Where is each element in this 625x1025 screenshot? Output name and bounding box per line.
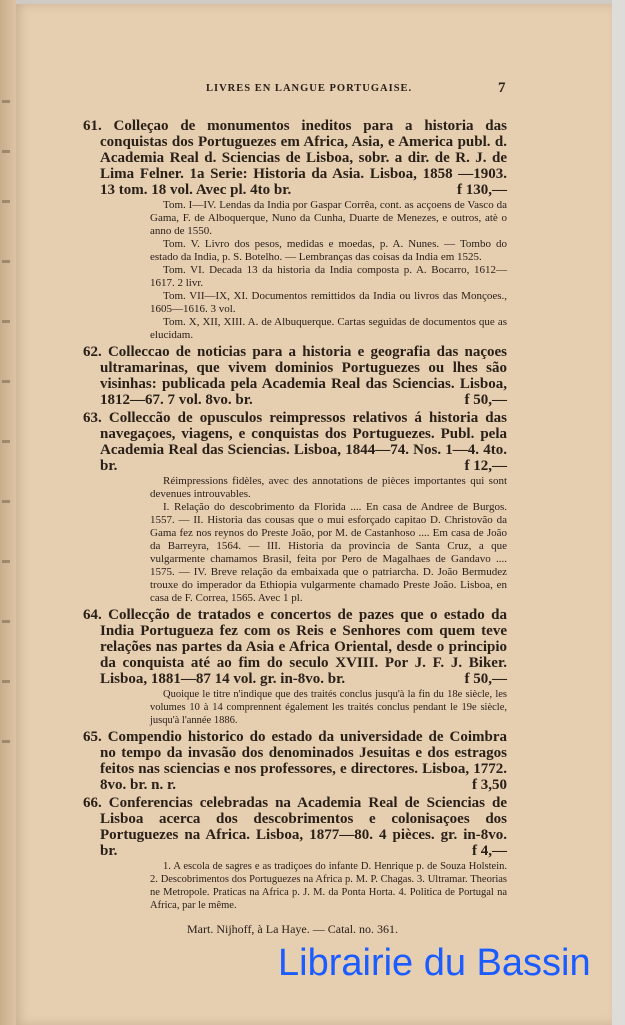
note: Tom. VII—IX, XI. Documentos remittidos da India ou livros das Monçoes., 1605—1616. 3 vol.: [150, 290, 507, 315]
catalog-content: [83, 0, 591, 1025]
note: I. Relação do descobrimento da Florida .... En casa de Andree de Burgos. 1557. — II. Historia das cousas que o mui esforçado capitao D. Christovão da Gama fez nos reynos do Preste João, por M. de Castanhoso .... Em casa de João da Barreyra, 1564. — III. Historia da provincia de Santa Cruz, a que vulgarmente chamamos Brasil, feita por Pero de Magalhaes de Gandavo .... 1575. — IV. Breve relação da embaixada que o patriarcha. D. João Bermudez trouxe do imperador da Ethiopia vulgarmente chamado Preste João. Lisboa, en casa de F. Correa, 1565. Avec 1 pl.: [150, 501, 507, 604]
catalog-entry-62: [83, 344, 507, 408]
scan-background-right: [612, 0, 625, 1025]
entry-notes: [100, 688, 507, 727]
facing-page-edge: [0, 0, 16, 1025]
page-number: 7: [498, 80, 506, 96]
entry-price: f 12,—: [464, 458, 507, 474]
entry-notes: [100, 860, 507, 912]
catalog-entry-65: [83, 729, 507, 793]
entry-text: 64. Collecção de tratados e concertos de pazes que o estado da India Portugueza fez com os Reis e Senhores com quem teve relações nas partes da Asia e Africa Oriental, desde o principio da conquista até ao fim do seculo XVIII. Por J. F. J. Biker. Lisboa, 1881—87 14 vol. gr. in-8vo. br.: [83, 607, 507, 687]
entry-price: f 50,—: [464, 671, 507, 687]
entry-text: 61. Colleçao de monumentos ineditos para a historia das conquistas dos Portuguezes em Africa, Asia, e America publ. d. Academia Real d. Sciencias de Lisboa, sobr. a dir. de R. J. de Lima Felner. 1a Serie: Historia da Asia. Lisboa, 1858 —1903. 13 tom. 18 vol. Avec pl. 4to br.: [83, 118, 507, 198]
entry-notes: [100, 199, 507, 342]
entry-price: f 4,—: [472, 843, 507, 859]
catalog-entry-66: [83, 795, 507, 912]
entry-notes: [100, 475, 507, 605]
note: Tom. X, XII, XIII. A. de Albuquerque. Cartas seguidas de documentos que as elucidam.: [150, 316, 507, 341]
publisher-footer: Mart. Nijhoff, à La Haye. — Catal. no. 361.: [187, 922, 399, 936]
watermark: Librairie du Bassin: [278, 942, 591, 984]
running-title: LIVRES EN LANGUE PORTUGAISE.: [206, 83, 413, 94]
entry-price: f 50,—: [464, 392, 507, 408]
entry-text: 65. Compendio historico do estado da universidade de Coimbra no tempo da invasão dos denominados Jesuitas e dos estragos feitos nas sciencias e nos professores, e directores. Lisboa, 1772. 8vo. br. n. r.: [83, 729, 507, 793]
note: Tom. VI. Decada 13 da historia da India composta p. A. Bocarro, 1612—1617. 2 livr.: [150, 264, 507, 289]
entry-text: 62. Colleccao de noticias para a historia e geografia das naçoes ultramarinas, que vivem dominios Portuguezes ou lhes são visinhas: publicada pela Academia Real das Sciencias. Lisboa, 1812—67. 7 vol. 8vo. br.: [83, 344, 507, 408]
note: Tom. I—IV. Lendas da India por Gaspar Corrêa, cont. as acçoens de Vasco da Gama, F. de Alboquerque, Nuno da Cunha, Duarte de Menezes, e outros, atè o anno de 1550.: [150, 199, 507, 237]
entry-text: 63. Colleccão de opusculos reimpressos relativos á historia das navegaçoes, viagens, e conquistas dos Portuguezes. Publ. pela Academia Real das Sciencias. Lisboa, 1844—74. Nos. 1—4. 4to. br.: [83, 410, 507, 474]
note: Réimpressions fidèles, avec des annotations de pièces importantes qui sont devenues introuvables.: [150, 475, 507, 500]
catalog-entry-63: [83, 410, 507, 605]
note: 1. A escola de sagres e as tradiçoes do infante D. Henrique p. de Souza Holstein. 2. Descobrimentos dos Portuguezes na Africa p. M. P. Chagas. 3. Ultramar. Theorias ne Metropole. Praticas na Africa p. J. M. da Ponta Horta. 4. Politica de Portugal na Africa, par le même.: [150, 861, 507, 911]
entry-text: 66. Conferencias celebradas na Academia Real de Sciencias de Lisboa acerca dos descobrimentos e colonisaçoes dos Portuguezes na Africa. Lisboa, 1877—80. 4 pièces. gr. in-8vo. br.: [83, 795, 507, 859]
catalog-entry-61: [83, 118, 507, 342]
note: Quoique le titre n'indique que des traités conclus jusqu'à la fin du 18e siècle, les volumes 10 à 14 comprennent également les traités conclus pendant le 19e siècle, jusqu'à l'année 1886.: [150, 689, 507, 726]
note: Tom. V. Livro dos pesos, medidas e moedas, p. A. Nunes. — Tombo do estado da India, p. S. Botelho. — Lembranças das coisas da India em 1525.: [150, 238, 507, 263]
entry-price: f 130,—: [457, 182, 507, 198]
catalog-entry-64: [83, 607, 507, 727]
entry-price: f 3,50: [472, 777, 507, 793]
